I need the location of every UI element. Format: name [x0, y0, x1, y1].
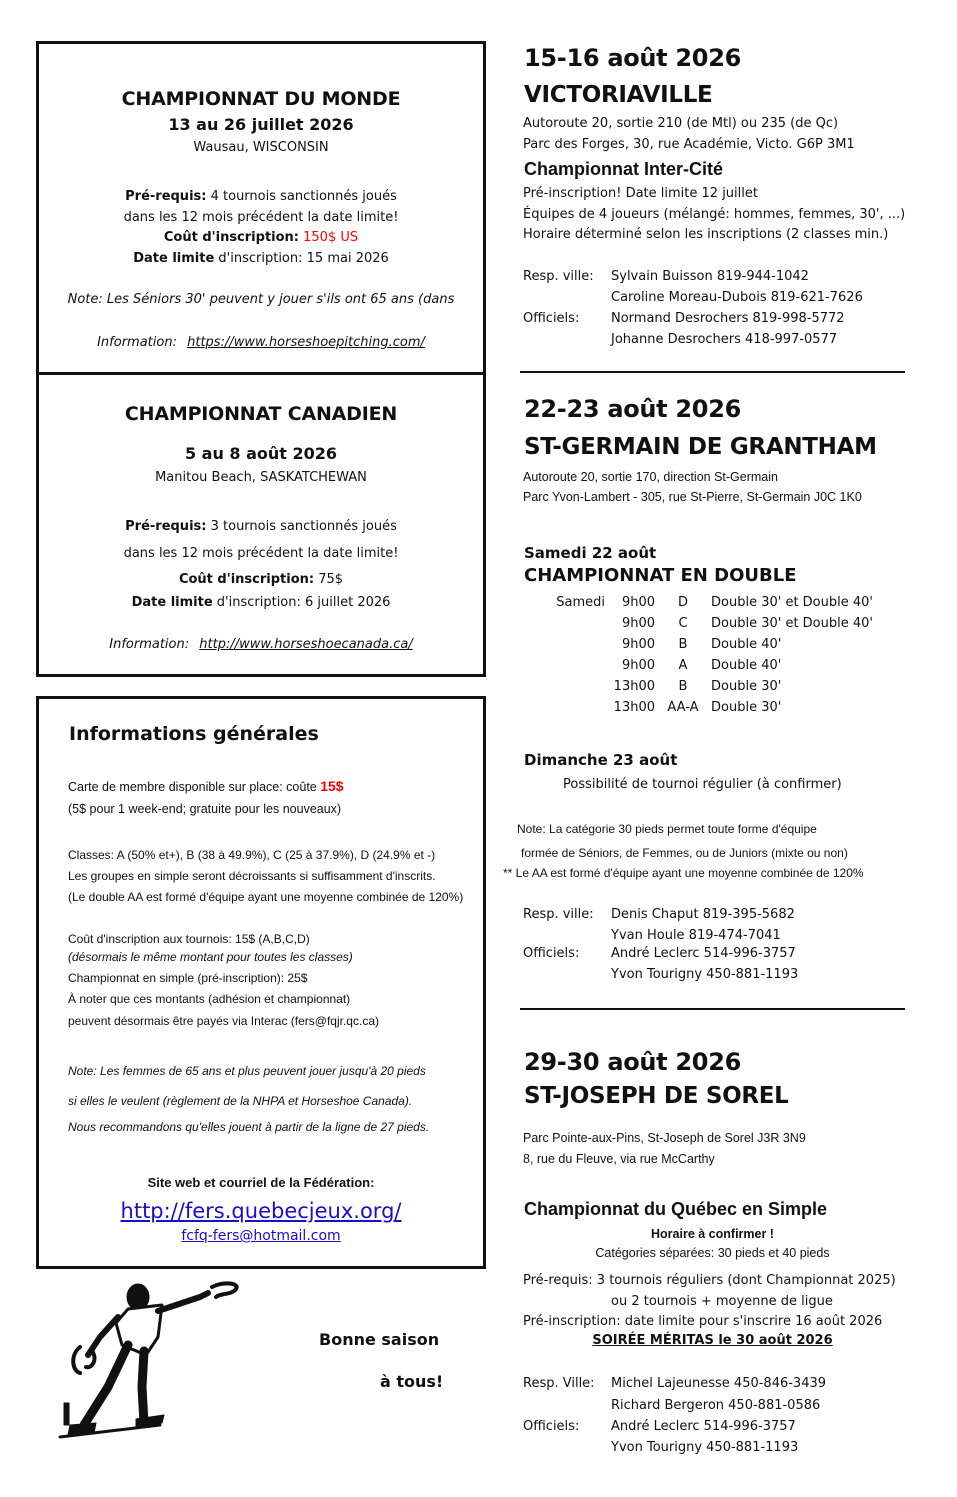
victo-officials-label: Officiels:: [523, 311, 580, 326]
victo-line-1: Pré-inscription! Date limite 12 juillet: [523, 186, 758, 201]
sorel-schedule-note: Horaire à confirmer !: [651, 1227, 774, 1241]
world-prereq: [39, 189, 483, 204]
sorel-dates: 29-30 août 2026: [524, 1048, 742, 1076]
greeting-line-2: à tous!: [380, 1372, 444, 1391]
sorel-officials-label: Officiels:: [523, 1419, 580, 1434]
stgermain-saturday-event: CHAMPIONNAT EN DOUBLE: [524, 565, 797, 586]
general-groups: Les groupes en simple seront décroissants si suffisamment d'inscrits.: [68, 869, 436, 883]
victo-address-1: Autoroute 20, sortie 210 (de Mtl) ou 235 (de Qc): [523, 116, 839, 131]
victo-city: VICTORIAVILLE: [524, 82, 713, 108]
world-prereq-text: 4 tournois sanctionnés joués: [210, 189, 397, 204]
world-cost-value: 150$ US: [303, 230, 359, 245]
canadian-championship-box: [36, 372, 486, 677]
schedule-class: D: [677, 595, 688, 610]
canada-prereq: [39, 519, 483, 534]
canada-cost: [39, 572, 483, 587]
federation-website-link[interactable]: http://fers.quebecjeux.org/: [120, 1199, 402, 1223]
victo-address-2: Parc des Forges, 30, rue Académie, Victo. G6P 3M1: [523, 137, 855, 152]
canada-prereq-label: Pré-requis:: [125, 519, 207, 534]
canada-deadline-label: Date limite: [131, 595, 213, 610]
schedule-class: B: [678, 637, 688, 652]
victo-resp-1: Sylvain Buisson 819-944-1042: [611, 269, 809, 284]
general-fee-note: (désormais le même montant pour toutes les classes): [68, 950, 353, 964]
world-cost-label: Coût d'inscription:: [163, 230, 299, 245]
schedule-time: 9h00: [621, 616, 655, 631]
schedule-event: Double 30': [711, 679, 782, 694]
canada-deadline: [39, 595, 483, 610]
schedule-time: 9h00: [621, 637, 655, 652]
world-info-label: Information:: [97, 335, 177, 350]
schedule-class: A: [678, 658, 688, 673]
schedule-event: Double 40': [711, 658, 782, 673]
stgermain-address-2: Parc Yvon-Lambert - 305, rue St-Pierre, St-Germain J0C 1K0: [523, 490, 862, 504]
general-member-price: 15$: [320, 778, 344, 794]
sorel-city: ST-JOSEPH DE SOREL: [524, 1083, 789, 1109]
sorel-resp-1: Michel Lajeunesse 450-846-3439: [611, 1376, 827, 1391]
schedule-class: C: [678, 616, 688, 631]
general-member: [68, 778, 344, 794]
stgermain-officials-label: Officiels:: [523, 946, 580, 961]
horseshoe-pitcher-illustration: [50, 1275, 240, 1445]
world-prereq-2: dans les 12 mois précédent la date limite!: [123, 210, 399, 225]
victo-dates: 15-16 août 2026: [524, 44, 742, 72]
victo-line-2: Équipes de 4 joueurs (mélangé: hommes, femmes, 30', ...): [523, 207, 906, 222]
schedule-event: Double 30' et Double 40': [711, 595, 873, 610]
victo-official-1: Normand Desrochers 819-998-5772: [611, 311, 845, 326]
section-divider: [520, 1008, 905, 1010]
schedule-event: Double 40': [711, 637, 782, 652]
sorel-preregistration: Pré-inscription: date limite pour s'inscrire 16 août 2026: [523, 1314, 883, 1329]
federation-email-link[interactable]: fcfq-fers@hotmail.com: [181, 1228, 341, 1244]
schedule-class: B: [678, 679, 688, 694]
canada-deadline-text: d'inscription: 6 juillet 2026: [216, 595, 391, 610]
horseshoe-held-icon: [73, 1347, 94, 1373]
general-title: Informations générales: [69, 723, 319, 745]
world-championship-box: [36, 41, 486, 375]
canada-info-link[interactable]: http://www.horseshoecanada.ca/: [199, 637, 413, 652]
general-fee-interac-1: À noter que ces montants (adhésion et championnat): [68, 992, 351, 1006]
stgermain-resp-2: Yvan Houle 819-474-7041: [611, 928, 781, 943]
stgermain-official-2: Yvon Tourigny 450-881-1193: [611, 967, 799, 982]
sorel-categories: Catégories séparées: 30 pieds et 40 pieds: [595, 1246, 830, 1260]
general-women-note-1: Note: Les femmes de 65 ans et plus peuvent jouer jusqu'à 20 pieds: [68, 1064, 426, 1078]
stgermain-dates: 22-23 août 2026: [524, 395, 742, 423]
world-info-link[interactable]: https://www.horseshoepitching.com/: [187, 335, 425, 350]
canada-cost-label: Coût d'inscription:: [178, 572, 315, 587]
canada-prereq-2: dans les 12 mois précédent la date limite!: [123, 546, 399, 561]
general-member-text: Carte de membre disponible sur place: coûte: [68, 780, 317, 794]
schedule-time: 9h00: [621, 595, 655, 610]
canada-info-label: Information:: [109, 637, 190, 652]
stgermain-city: ST-GERMAIN DE GRANTHAM: [524, 434, 877, 460]
stgermain-note-2: formée de Séniors, de Femmes, ou de Juniors (mixte ou non): [521, 846, 848, 860]
world-cost: [39, 230, 483, 245]
world-deadline-text: d'inscription: 15 mai 2026: [218, 251, 389, 266]
general-member-note: (5$ pour 1 week-end; gratuite pour les nouveaux): [68, 802, 342, 816]
canada-cost-value: 75$: [318, 572, 344, 587]
world-info: [39, 335, 483, 350]
schedule-time: 9h00: [621, 658, 655, 673]
schedule-event: Double 30' et Double 40': [711, 616, 873, 631]
sorel-resp-2: Richard Bergeron 450-881-0586: [611, 1398, 821, 1413]
stgermain-sunday-text: Possibilité de tournoi régulier (à confirmer): [563, 777, 842, 792]
pitcher-arm-extended: [158, 1293, 208, 1311]
victo-resp-label: Resp. ville:: [523, 269, 594, 284]
world-deadline-label: Date limite: [133, 251, 215, 266]
stgermain-address-1: Autoroute 20, sortie 170, direction St-Germain: [523, 470, 778, 484]
greeting-line-1: Bonne saison: [319, 1330, 440, 1349]
sorel-official-2: Yvon Tourigny 450-881-1193: [611, 1440, 799, 1455]
stgermain-saturday-heading: Samedi 22 août: [524, 544, 657, 562]
stgermain-note-3: ** Le AA est formé d'équipe ayant une moyenne combinée de 120%: [503, 866, 864, 880]
world-title: CHAMPIONNAT DU MONDE: [121, 88, 401, 110]
schedule-day: Samedi: [556, 595, 605, 610]
canada-info: [39, 637, 483, 652]
stgermain-resp-label: Resp. ville:: [523, 907, 594, 922]
stgermain-official-1: André Leclerc 514-996-3757: [611, 946, 796, 961]
sorel-resp-label: Resp. Ville:: [523, 1376, 595, 1391]
world-dates: 13 au 26 juillet 2026: [168, 115, 354, 134]
sorel-event: Championnat du Québec en Simple: [524, 1199, 828, 1219]
general-double-aa: (Le double AA est formé d'équipe ayant une moyenne combinée de 120%): [68, 890, 464, 904]
schedule-time: 13h00: [613, 679, 655, 694]
schedule-class: AA-A: [667, 700, 699, 715]
stgermain-resp-1: Denis Chaput 819-395-5682: [611, 907, 795, 922]
victo-event: Championnat Inter-Cité: [524, 159, 724, 179]
world-note: Note: Les Séniors 30' peuvent y jouer s'ils ont 65 ans (dans: [67, 292, 455, 307]
horseshoe-thrown-icon: [212, 1283, 237, 1297]
victo-official-2: Johanne Desrochers 418-997-0577: [611, 332, 838, 347]
general-women-note-3: Nous recommandons qu'elles jouent à partir de la ligne de 27 pieds.: [68, 1120, 430, 1134]
section-divider: [520, 371, 905, 373]
canada-prereq-text: 3 tournois sanctionnés joués: [210, 519, 397, 534]
world-prereq-label: Pré-requis:: [125, 189, 207, 204]
general-web-label: Site web et courriel de la Fédération:: [147, 1175, 375, 1190]
world-deadline: [39, 251, 483, 266]
sorel-official-1: André Leclerc 514-996-3757: [611, 1419, 796, 1434]
sorel-prereq-1: Pré-requis: 3 tournois réguliers (dont Championnat 2025): [523, 1273, 896, 1288]
general-fee-single: Championnat en simple (pré-inscription): 25$: [68, 971, 308, 985]
general-fee-tournament: Coût d'inscription aux tournois: 15$ (A,B,C,D): [68, 932, 310, 946]
world-location: Wausau, WISCONSIN: [193, 140, 329, 155]
stgermain-note-1: Note: La catégorie 30 pieds permet toute forme d'équipe: [517, 822, 817, 836]
schedule-time: 13h00: [613, 700, 655, 715]
general-classes: Classes: A (50% et+), B (38 à 49.9%), C (25 à 37.9%), D (24.9% et -): [68, 848, 436, 862]
victo-resp-2: Caroline Moreau-Dubois 819-621-7626: [611, 290, 863, 305]
sorel-meritas: SOIRÉE MÉRITAS le 30 août 2026: [592, 1333, 833, 1348]
canada-dates: 5 au 8 août 2026: [184, 444, 338, 463]
canada-location: Manitou Beach, SASKATCHEWAN: [155, 470, 367, 485]
general-info-box: [36, 696, 486, 1269]
sorel-prereq-2: ou 2 tournois + moyenne de ligue: [611, 1294, 833, 1309]
sorel-address-2: 8, rue du Fleuve, via rue McCarthy: [523, 1152, 715, 1166]
canada-title: CHAMPIONNAT CANADIEN: [124, 403, 398, 425]
victo-line-3: Horaire déterminé selon les inscriptions (2 classes min.): [523, 227, 889, 242]
sorel-address-1: Parc Pointe-aux-Pins, St-Joseph de Sorel J3R 3N9: [523, 1131, 806, 1145]
general-fee-interac-2: peuvent désormais être payés via Interac (fers@fqjr.qc.ca): [68, 1014, 379, 1028]
pitcher-leg-front: [84, 1345, 128, 1425]
pitcher-leg-back: [142, 1351, 144, 1423]
schedule-event: Double 30': [711, 700, 782, 715]
general-women-note-2: si elles le veulent (règlement de la NHPA et Horseshoe Canada).: [68, 1094, 413, 1108]
stgermain-sunday-heading: Dimanche 23 août: [524, 751, 678, 769]
stake-icon: [64, 1403, 69, 1425]
